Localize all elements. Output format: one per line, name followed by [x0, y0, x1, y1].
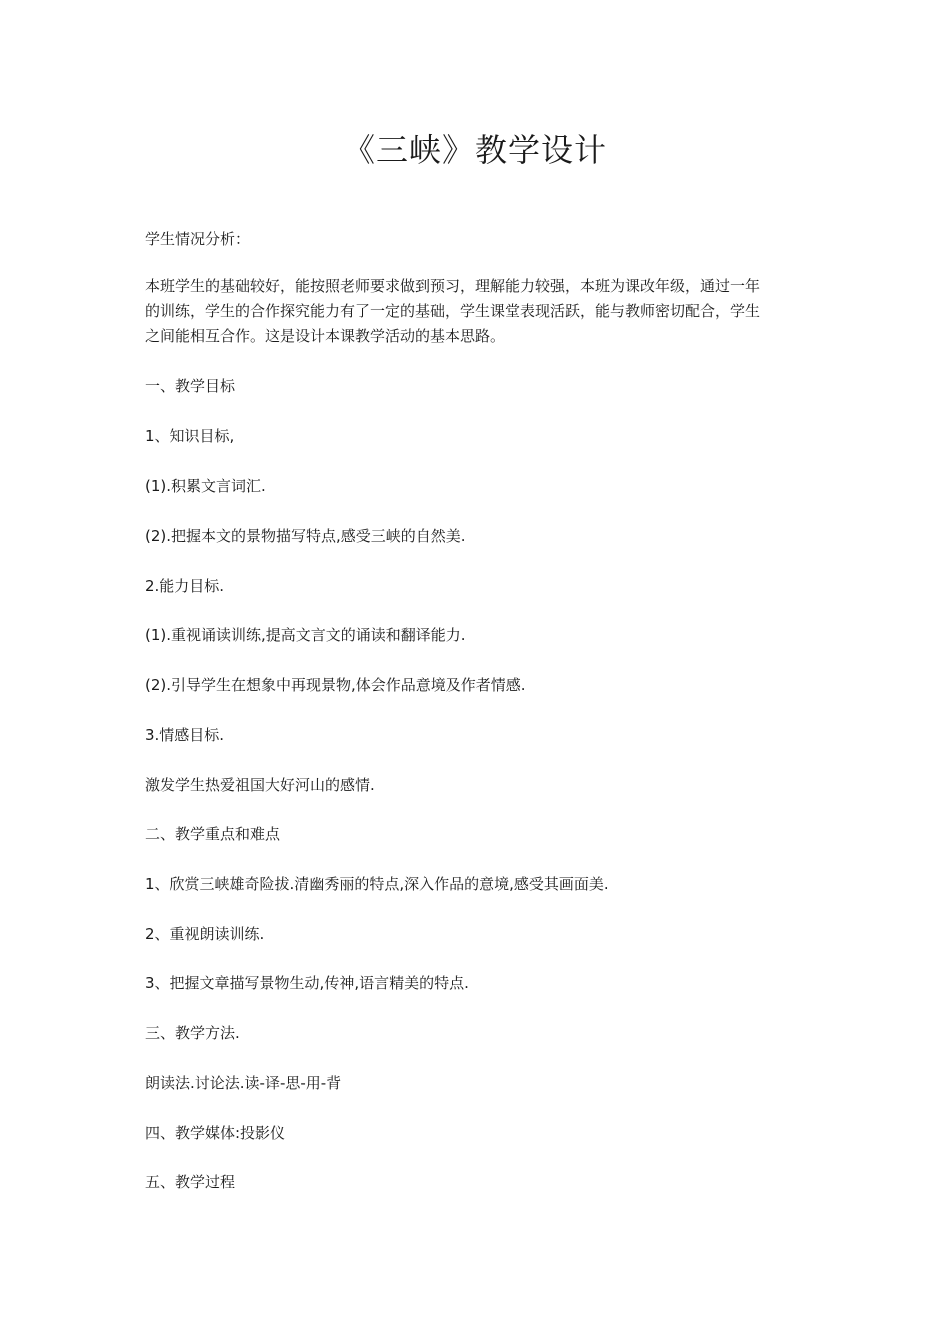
section-heading-objectives: 一、教学目标 — [145, 377, 236, 395]
methods-item: 朗读法.讨论法.读-译-思-用-背 — [145, 1074, 342, 1092]
paragraph-line: 的训练，学生的合作探究能力有了一定的基础，学生课堂表现活跃，能与教师密切配合，学生 — [145, 302, 761, 320]
paragraph-line: 之间能相互合作。这是设计本课教学活动的基本思路。 — [145, 327, 506, 345]
ability-objective-item: (1).重视诵读训练,提高文言文的诵读和翻译能力. — [145, 626, 466, 644]
knowledge-objective-heading: 1、知识目标, — [145, 427, 235, 445]
emotion-objective-heading: 3.情感目标. — [145, 726, 225, 744]
ability-objective-heading: 2.能力目标. — [145, 577, 225, 595]
ability-objective-item: (2).引导学生在想象中再现景物,体会作品意境及作者情感. — [145, 676, 526, 694]
section-heading-media: 四、教学媒体:投影仪 — [145, 1124, 286, 1142]
emotion-objective-item: 激发学生热爱祖国大好河山的感情. — [145, 776, 375, 794]
key-point-item: 2、重视朗读训练. — [145, 925, 265, 943]
knowledge-objective-item: (1).积累文言词汇. — [145, 477, 266, 495]
key-point-item: 3、把握文章描写景物生动,传神,语言精美的特点. — [145, 974, 469, 992]
student-analysis-heading: 学生情况分析： — [145, 230, 251, 248]
knowledge-objective-item: (2).把握本文的景物描写特点,感受三峡的自然美. — [145, 527, 466, 545]
section-heading-key-points: 二、教学重点和难点 — [145, 825, 281, 843]
key-point-item: 1、欣赏三峡雄奇险拔.清幽秀丽的特点,深入作品的意境,感受其画面美. — [145, 875, 609, 893]
document-title: 《三峡》教学设计 — [342, 131, 607, 169]
section-heading-methods: 三、教学方法. — [145, 1024, 240, 1042]
paragraph-line: 本班学生的基础较好，能按照老师要求做到预习，理解能力较强，本班为课改年级，通过一年 — [145, 277, 761, 295]
section-heading-process: 五、教学过程 — [145, 1173, 236, 1191]
student-analysis-paragraph — [145, 274, 815, 349]
